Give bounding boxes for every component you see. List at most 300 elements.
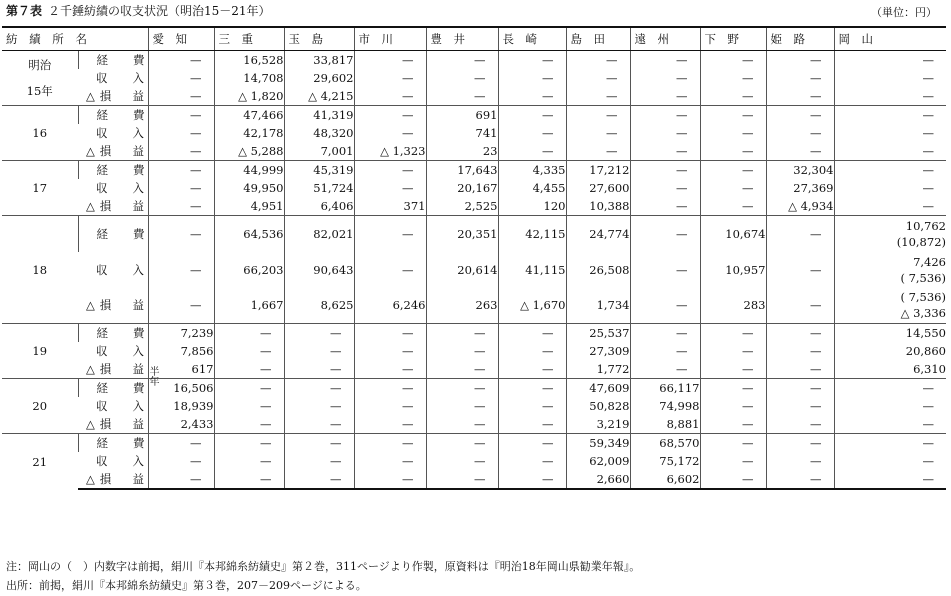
table-cell: 6,602 bbox=[630, 470, 700, 489]
row-item-text: 収 入 bbox=[96, 71, 144, 85]
table-cell: — bbox=[834, 69, 946, 87]
year-label: 20 bbox=[2, 379, 78, 434]
table-cell: 16,506 bbox=[148, 379, 214, 398]
row-item-label bbox=[78, 379, 148, 398]
table-cell: — bbox=[354, 124, 426, 142]
header-column: 岡 山 bbox=[834, 27, 946, 51]
row-item-label bbox=[78, 179, 148, 197]
table-cell: 62,009 bbox=[566, 452, 630, 470]
table-cell: — bbox=[426, 342, 498, 360]
row-item-text: 経 費 bbox=[96, 108, 145, 122]
table-cell: 4,455 bbox=[498, 179, 566, 197]
table-cell: — bbox=[214, 397, 284, 415]
table-cell: △ 1,670 bbox=[498, 288, 566, 324]
table-cell: 1,667 bbox=[214, 288, 284, 324]
table-cell: 283 bbox=[700, 288, 766, 324]
year-label: 21 bbox=[2, 434, 78, 490]
row-item-text: 収 入 bbox=[96, 344, 144, 358]
table-row bbox=[2, 179, 946, 197]
row-item-label bbox=[78, 415, 148, 434]
table-cell: — bbox=[834, 379, 946, 398]
table-row bbox=[2, 470, 946, 489]
table-cell: — bbox=[766, 124, 834, 142]
table-cell: — bbox=[700, 434, 766, 453]
table-cell: — bbox=[834, 161, 946, 180]
table-cell: — bbox=[630, 106, 700, 125]
table-cell: — bbox=[834, 434, 946, 453]
table-cell: — bbox=[700, 197, 766, 216]
table-cell: 10,957 bbox=[700, 252, 766, 288]
table-cell: — bbox=[498, 452, 566, 470]
row-item-text: 収 入 bbox=[96, 454, 144, 468]
table-cell: — bbox=[700, 397, 766, 415]
table-cell: — bbox=[630, 288, 700, 324]
table-cell: — bbox=[354, 452, 426, 470]
row-item-label bbox=[78, 252, 148, 288]
table-cell: — bbox=[766, 288, 834, 324]
table-cell: — bbox=[426, 324, 498, 343]
table-cell: — bbox=[766, 51, 834, 70]
table-cell: — bbox=[834, 470, 946, 489]
table-cell: — bbox=[148, 216, 214, 252]
table-cell: — bbox=[148, 197, 214, 216]
table-cell: 8,881 bbox=[630, 415, 700, 434]
row-item-label bbox=[78, 434, 148, 453]
table-cell: — bbox=[834, 415, 946, 434]
table-cell: — bbox=[426, 87, 498, 106]
table-cell: — bbox=[426, 434, 498, 453]
table-cell: — bbox=[284, 379, 354, 398]
table-cell: — bbox=[700, 87, 766, 106]
table-cell: 23 bbox=[426, 142, 498, 161]
table-cell: — bbox=[148, 161, 214, 180]
table-cell: — bbox=[834, 452, 946, 470]
table-cell: — bbox=[284, 470, 354, 489]
table-cell: 44,999 bbox=[214, 161, 284, 180]
row-item-label bbox=[78, 452, 148, 470]
table-cell: 66,203 bbox=[214, 252, 284, 288]
row-item-label bbox=[78, 124, 148, 142]
table-cell: — bbox=[498, 142, 566, 161]
table-row bbox=[2, 415, 946, 434]
row-item-text: 収 入 bbox=[96, 181, 144, 195]
table-cell: — bbox=[354, 179, 426, 197]
table-cell: — bbox=[284, 324, 354, 343]
table-cell: 27,600 bbox=[566, 179, 630, 197]
table-cell: — bbox=[700, 161, 766, 180]
table-cell: 41,115 bbox=[498, 252, 566, 288]
table-cell: 4,951 bbox=[214, 197, 284, 216]
table-cell: 33,817 bbox=[284, 51, 354, 70]
table-cell: — bbox=[700, 124, 766, 142]
table-cell: 691 bbox=[426, 106, 498, 125]
table-cell: — bbox=[834, 397, 946, 415]
table-cell: — bbox=[498, 470, 566, 489]
table-cell: — bbox=[834, 197, 946, 216]
table-row bbox=[2, 360, 946, 379]
table-cell: — bbox=[498, 69, 566, 87]
table-cell: — bbox=[426, 397, 498, 415]
row-item-label bbox=[78, 397, 148, 415]
table-cell: 741 bbox=[426, 124, 498, 142]
table-cell: 42,115 bbox=[498, 216, 566, 252]
row-item-text: △損 益 bbox=[86, 89, 144, 103]
table-cell: — bbox=[354, 434, 426, 453]
table-cell: — bbox=[354, 252, 426, 288]
table-cell: — bbox=[284, 342, 354, 360]
table-cell: — bbox=[148, 252, 214, 288]
table-cell: — bbox=[426, 69, 498, 87]
header-column: 市 川 bbox=[354, 27, 426, 51]
table-cell: — bbox=[148, 87, 214, 106]
table-cell: — bbox=[766, 324, 834, 343]
table-cell: 6,246 bbox=[354, 288, 426, 324]
table-cell: — bbox=[766, 415, 834, 434]
row-item-label bbox=[78, 360, 148, 379]
table-cell: 617 bbox=[148, 360, 214, 379]
table-cell: 1,734 bbox=[566, 288, 630, 324]
table-cell: — bbox=[766, 452, 834, 470]
table-cell: — bbox=[700, 452, 766, 470]
table-cell: — bbox=[354, 51, 426, 70]
table-cell: — bbox=[566, 87, 630, 106]
header-column: 玉 島 bbox=[284, 27, 354, 51]
table-cell: — bbox=[630, 124, 700, 142]
table-cell: — bbox=[834, 124, 946, 142]
table-row bbox=[2, 142, 946, 161]
table-cell: — bbox=[426, 452, 498, 470]
year-label: 18 bbox=[2, 216, 78, 324]
table-cell: — bbox=[354, 87, 426, 106]
table-row bbox=[2, 106, 946, 125]
table-cell: — bbox=[354, 342, 426, 360]
table-cell: — bbox=[426, 51, 498, 70]
table-cell: 10,762 (10,872) bbox=[834, 216, 946, 252]
table-cell: — bbox=[426, 415, 498, 434]
table-cell: 25,537 bbox=[566, 324, 630, 343]
row-item-text: 収 入 bbox=[96, 262, 144, 277]
table-cell: — bbox=[148, 470, 214, 489]
table-title bbox=[6, 2, 271, 19]
table-cell: △ 1,323 bbox=[354, 142, 426, 161]
table-cell: — bbox=[354, 161, 426, 180]
table-cell: — bbox=[834, 87, 946, 106]
table-cell: — bbox=[700, 69, 766, 87]
row-item-text: 収 入 bbox=[96, 399, 144, 413]
table-cell: 6,406 bbox=[284, 197, 354, 216]
row-item-text: 経 費 bbox=[96, 326, 145, 340]
table-cell: 7,856 bbox=[148, 342, 214, 360]
table-cell: 4,335 bbox=[498, 161, 566, 180]
table-row bbox=[2, 434, 946, 453]
table-row bbox=[2, 288, 946, 324]
table-cell: — bbox=[766, 69, 834, 87]
table-cell: 75,172 bbox=[630, 452, 700, 470]
table-cell: — bbox=[700, 179, 766, 197]
header-column: 島 田 bbox=[566, 27, 630, 51]
row-item-label bbox=[78, 470, 148, 489]
table-row bbox=[2, 124, 946, 142]
year-label: 明治 15年 bbox=[2, 51, 78, 106]
table-cell: — bbox=[700, 51, 766, 70]
table-cell: 17,212 bbox=[566, 161, 630, 180]
row-item-label bbox=[78, 161, 148, 180]
table-cell: 8,625 bbox=[284, 288, 354, 324]
table-cell: — bbox=[566, 69, 630, 87]
table-cell: 2,433 bbox=[148, 415, 214, 434]
row-item-text: 収 入 bbox=[96, 126, 144, 140]
table-cell: 10,388 bbox=[566, 197, 630, 216]
table-cell: — bbox=[498, 397, 566, 415]
table-row bbox=[2, 452, 946, 470]
table-cell: — bbox=[284, 415, 354, 434]
unit-label: （単位：円） bbox=[871, 6, 937, 19]
table-row bbox=[2, 379, 946, 398]
note-line: 注：岡山の（ ）内数字は前掲，絹川『本邦綿糸紡績史』第２巻，311ページより作製，原資料は『明治18年岡山県勧業年報』。 bbox=[6, 560, 641, 573]
table-row bbox=[2, 161, 946, 180]
table-cell: 6,310 bbox=[834, 360, 946, 379]
table-cell: — bbox=[630, 161, 700, 180]
table-cell: — bbox=[498, 434, 566, 453]
table-cell: △ 5,288 bbox=[214, 142, 284, 161]
table-cell: 45,319 bbox=[284, 161, 354, 180]
row-item-text: △損 益 bbox=[86, 144, 144, 158]
table-cell: — bbox=[354, 324, 426, 343]
header-column: 三 重 bbox=[214, 27, 284, 51]
row-item-text: △損 益 bbox=[86, 298, 144, 313]
table-cell: 24,774 bbox=[566, 216, 630, 252]
header-column: 遠 州 bbox=[630, 27, 700, 51]
row-item-text: 経 費 bbox=[96, 163, 145, 177]
table-cell: — bbox=[214, 434, 284, 453]
table-cell: 47,609 bbox=[566, 379, 630, 398]
table-cell: — bbox=[354, 106, 426, 125]
table-cell: 7,239 bbox=[148, 324, 214, 343]
table-cell: — bbox=[498, 415, 566, 434]
table-cell: — bbox=[498, 324, 566, 343]
table-cell: — bbox=[426, 470, 498, 489]
table-cell: — bbox=[498, 360, 566, 379]
table-cell: — bbox=[354, 415, 426, 434]
table-cell: — bbox=[214, 452, 284, 470]
table-cell: — bbox=[700, 324, 766, 343]
year-label: 17 bbox=[2, 161, 78, 216]
table-cell: 68,570 bbox=[630, 434, 700, 453]
table-cell: 50,828 bbox=[566, 397, 630, 415]
year-label: 19 bbox=[2, 324, 78, 379]
table-cell: — bbox=[284, 434, 354, 453]
header-row bbox=[2, 27, 946, 51]
table-cell: — bbox=[766, 360, 834, 379]
table-cell: — bbox=[354, 379, 426, 398]
table-cell: 27,369 bbox=[766, 179, 834, 197]
table-cell: 27,309 bbox=[566, 342, 630, 360]
table-cell: — bbox=[700, 360, 766, 379]
header-column: 下 野 bbox=[700, 27, 766, 51]
table-cell: — bbox=[766, 379, 834, 398]
table-cell: 51,724 bbox=[284, 179, 354, 197]
table-cell: 64,536 bbox=[214, 216, 284, 252]
table-cell: 120 bbox=[498, 197, 566, 216]
table-cell: — bbox=[566, 124, 630, 142]
table-cell: 42,178 bbox=[214, 124, 284, 142]
table-cell: 10,674 bbox=[700, 216, 766, 252]
table-cell: — bbox=[426, 379, 498, 398]
row-item-label bbox=[78, 142, 148, 161]
table-cell: — bbox=[630, 324, 700, 343]
table-cell: — bbox=[766, 397, 834, 415]
row-item-text: 経 費 bbox=[96, 436, 145, 450]
row-item-text: 経 費 bbox=[96, 381, 145, 395]
table-cell: — bbox=[498, 342, 566, 360]
table-cell: — bbox=[214, 342, 284, 360]
table-cell: — bbox=[498, 106, 566, 125]
table-cell: — bbox=[148, 452, 214, 470]
table-cell: 2,525 bbox=[426, 197, 498, 216]
table-cell: 90,643 bbox=[284, 252, 354, 288]
row-item-text: 経 費 bbox=[96, 53, 145, 67]
table-number: 第７表 bbox=[6, 4, 43, 18]
table-cell: 47,466 bbox=[214, 106, 284, 125]
table-cell: — bbox=[148, 434, 214, 453]
table-cell: 20,860 bbox=[834, 342, 946, 360]
source-line: 出所：前掲，絹川『本邦綿糸紡績史』第３巻，207－209ページによる。 bbox=[6, 579, 367, 592]
table-cell: △ 1,820 bbox=[214, 87, 284, 106]
table-cell: — bbox=[630, 197, 700, 216]
table-cell: — bbox=[630, 142, 700, 161]
table-cell: 3,219 bbox=[566, 415, 630, 434]
year-label: 16 bbox=[2, 106, 78, 161]
table-cell: — bbox=[354, 69, 426, 87]
table-cell: — bbox=[148, 51, 214, 70]
table-cell: △ 4,934 bbox=[766, 197, 834, 216]
table-cell: 14,708 bbox=[214, 69, 284, 87]
table-cell: 26,508 bbox=[566, 252, 630, 288]
row-item-label bbox=[78, 87, 148, 106]
table-cell: — bbox=[766, 470, 834, 489]
table-row bbox=[2, 51, 946, 70]
table-cell: — bbox=[630, 216, 700, 252]
row-item-text: △損 益 bbox=[86, 199, 144, 213]
table-cell: 371 bbox=[354, 197, 426, 216]
table-cell: 18,939 bbox=[148, 397, 214, 415]
table-cell: 20,351 bbox=[426, 216, 498, 252]
table-cell: 20,167 bbox=[426, 179, 498, 197]
table-cell: — bbox=[498, 51, 566, 70]
table-cell: 32,304 bbox=[766, 161, 834, 180]
row-item-label bbox=[78, 324, 148, 343]
row-item-text: △損 益 bbox=[86, 417, 144, 431]
table-cell: 82,021 bbox=[284, 216, 354, 252]
table-cell: 1,772 bbox=[566, 360, 630, 379]
table-cell: 74,998 bbox=[630, 397, 700, 415]
table-cell: ( 7,536) △ 3,336 bbox=[834, 288, 946, 324]
table-cell: 16,528 bbox=[214, 51, 284, 70]
table-cell: — bbox=[214, 324, 284, 343]
table-cell: — bbox=[214, 470, 284, 489]
table-cell: — bbox=[630, 252, 700, 288]
header-column: 姫 路 bbox=[766, 27, 834, 51]
table-cell: — bbox=[630, 179, 700, 197]
table-cell: 48,320 bbox=[284, 124, 354, 142]
table-cell: — bbox=[700, 415, 766, 434]
table-cell: 66,117 bbox=[630, 379, 700, 398]
table-row bbox=[2, 216, 946, 252]
header-column: 愛 知 bbox=[148, 27, 214, 51]
table-cell: — bbox=[284, 452, 354, 470]
table-cell: — bbox=[766, 87, 834, 106]
half-year-text: 半年 bbox=[147, 366, 158, 386]
table-cell: — bbox=[214, 360, 284, 379]
table-cell: — bbox=[426, 360, 498, 379]
table-cell: 49,950 bbox=[214, 179, 284, 197]
table-cell: — bbox=[630, 360, 700, 379]
row-item-text: △損 益 bbox=[86, 362, 144, 376]
table-cell: — bbox=[214, 379, 284, 398]
table-cell: — bbox=[148, 69, 214, 87]
header-column: 豊 井 bbox=[426, 27, 498, 51]
table-cell: — bbox=[354, 397, 426, 415]
table-cell: — bbox=[354, 470, 426, 489]
table-cell: — bbox=[766, 142, 834, 161]
table-cell: — bbox=[148, 124, 214, 142]
row-item-label bbox=[78, 216, 148, 252]
table-row bbox=[2, 324, 946, 343]
table-cell: — bbox=[498, 379, 566, 398]
table-cell: — bbox=[284, 397, 354, 415]
table-cell: 20,614 bbox=[426, 252, 498, 288]
table-cell: — bbox=[766, 434, 834, 453]
table-cell: — bbox=[700, 342, 766, 360]
row-item-label bbox=[78, 51, 148, 70]
table-row bbox=[2, 69, 946, 87]
table-cell: 17,643 bbox=[426, 161, 498, 180]
row-item-label bbox=[78, 69, 148, 87]
table-cell: — bbox=[766, 342, 834, 360]
table-cell: 29,602 bbox=[284, 69, 354, 87]
table-cell: 2,660 bbox=[566, 470, 630, 489]
row-item-label bbox=[78, 197, 148, 216]
table-cell: — bbox=[834, 106, 946, 125]
table-caption: ２千錘紡績の収支状況（明治15－21年） bbox=[48, 4, 271, 18]
table-row bbox=[2, 397, 946, 415]
table-cell: △ 4,215 bbox=[284, 87, 354, 106]
table-cell: — bbox=[630, 342, 700, 360]
table-cell: — bbox=[630, 51, 700, 70]
table-cell: — bbox=[766, 216, 834, 252]
table-cell: 41,319 bbox=[284, 106, 354, 125]
table-cell: 59,349 bbox=[566, 434, 630, 453]
table-cell: — bbox=[766, 106, 834, 125]
table-cell: — bbox=[148, 106, 214, 125]
table-row bbox=[2, 252, 946, 288]
table-cell: — bbox=[148, 288, 214, 324]
table-cell: — bbox=[566, 106, 630, 125]
table-cell: — bbox=[498, 124, 566, 142]
table-cell: — bbox=[284, 360, 354, 379]
row-item-label bbox=[78, 288, 148, 324]
table-cell: — bbox=[700, 379, 766, 398]
header-mill-name: 紡 績 所 名 bbox=[2, 27, 148, 51]
table-cell: — bbox=[834, 142, 946, 161]
table-row bbox=[2, 342, 946, 360]
table-cell: — bbox=[700, 142, 766, 161]
half-year-annotation bbox=[146, 366, 158, 390]
table-cell: — bbox=[148, 179, 214, 197]
row-item-text: 経 費 bbox=[96, 226, 145, 241]
table-cell: — bbox=[498, 87, 566, 106]
table-cell: — bbox=[566, 142, 630, 161]
